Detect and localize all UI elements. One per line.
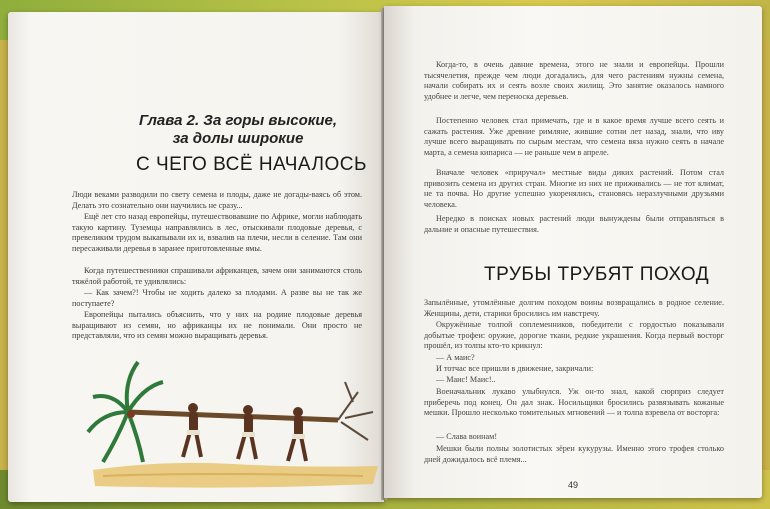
left-page: [8, 12, 384, 502]
paragraph: И тотчас все пришли в движение, закричали:: [436, 364, 594, 373]
paragraph: Постепенно человек стал примечать, где и в какое время лучше всего сеять и сажать растения. Уже древние римляне, жившие сотни лет назад, знали, что иву лучше всего выращивать по сырым местам, что семена вяза нужно сеять в начале марта, а семена кипариса — не раньше чем в апреле.: [424, 116, 724, 157]
paragraph: — Слава воинам!: [436, 432, 498, 441]
paragraph: Европейцы пытались объяснить, что у них на родине плодовые деревья выращивают из семян, но африканцы их не понимали. Они просто не представляли, что из семян можно выращивать деревья.: [72, 310, 362, 341]
paragraph: Люди веками разводили по свету семена и плоды, даже не догады-ваясь об этом. Делать это сознательно они научились не сразу...: [72, 190, 362, 210]
paragraph: Когда-то, в очень давние времена, этого не знали и европейцы. Прошли тысячелетия, прежде чем люди догадались, для чего растениям нужны семена, начали собирать их и сеять возле своих жилищ. Это занятие оказалось намного удобнее и легче, чем переноска деревьев.: [424, 60, 724, 101]
section-title: С ЧЕГО ВСЁ НАЧАЛОСЬ: [136, 154, 367, 175]
paragraph: — Маис! Маис!..: [436, 375, 496, 384]
chapter-heading: [128, 112, 348, 148]
illustration-porters-carrying-tree: [83, 352, 383, 492]
paragraph: Мешки были полны золотистых зёрен кукурузы. Именно этого трофея столько дней дожидалось всё племя...: [424, 444, 724, 464]
right-page: [384, 6, 762, 498]
paragraph: Ещё лет сто назад европейцы, путешествовавшие по Африке, могли наблюдать такую картину. Туземцы направлялись в лес, отыскивали плодовые деревья, с превеликим трудом выкапывали их и, взвалив на плечи, несли в селение. Там они пересаживали деревья в заранее приготовленные ямы.: [72, 212, 362, 253]
page-number: 49: [568, 480, 579, 490]
paragraph: Нередко в поисках новых растений люди вынуждены были отправляться в дальние и опасные путешествия.: [424, 214, 724, 234]
paragraph: Вначале человек «приручал» местные виды диких растений. Потом стал привозить семена из других стран. Многие из них не приживались — не тот климат, не та почва. Но другие успешно укоренялись, становясь неразлучными друзьями человека.: [424, 168, 724, 209]
paragraph: — А маис?: [436, 353, 475, 362]
section-title: ТРУБЫ ТРУБЯТ ПОХОД: [484, 264, 710, 285]
paragraph: Запылённые, утомлённые долгим походом воины возвращались в родное селение. Женщины, дети, старики бросились им навстречу.: [424, 298, 724, 318]
chapter-line-2: за долы широкие: [172, 130, 304, 147]
paragraph: Военачальник лукаво улыбнулся. Уж он-то знал, какой сюрприз следует приберечь под конец. Он дал знак. Носильщики бросились развязывать кожаные мешки. Прошло несколько томительных мгновений — и толпа взревела от восторга:: [424, 387, 724, 418]
paragraph: Окружённые толпой соплеменников, победители с гордостью показывали добытые трофеи: оружие, дорогие ткани, редкие украшения. Когда первый восторг прошёл, из толпы кто-то крикнул:: [424, 320, 724, 351]
chapter-line-1: Глава 2. За горы высокие,: [138, 112, 338, 129]
paragraph: Когда путешественники спрашивали африканцев, зачем они занимаются столь тяжёлой работой, те удивлялись:: [72, 266, 362, 286]
paragraph: — Как зачем?! Чтобы не ходить далеко за плодами. А разве вы не так же поступаете?: [72, 288, 362, 308]
